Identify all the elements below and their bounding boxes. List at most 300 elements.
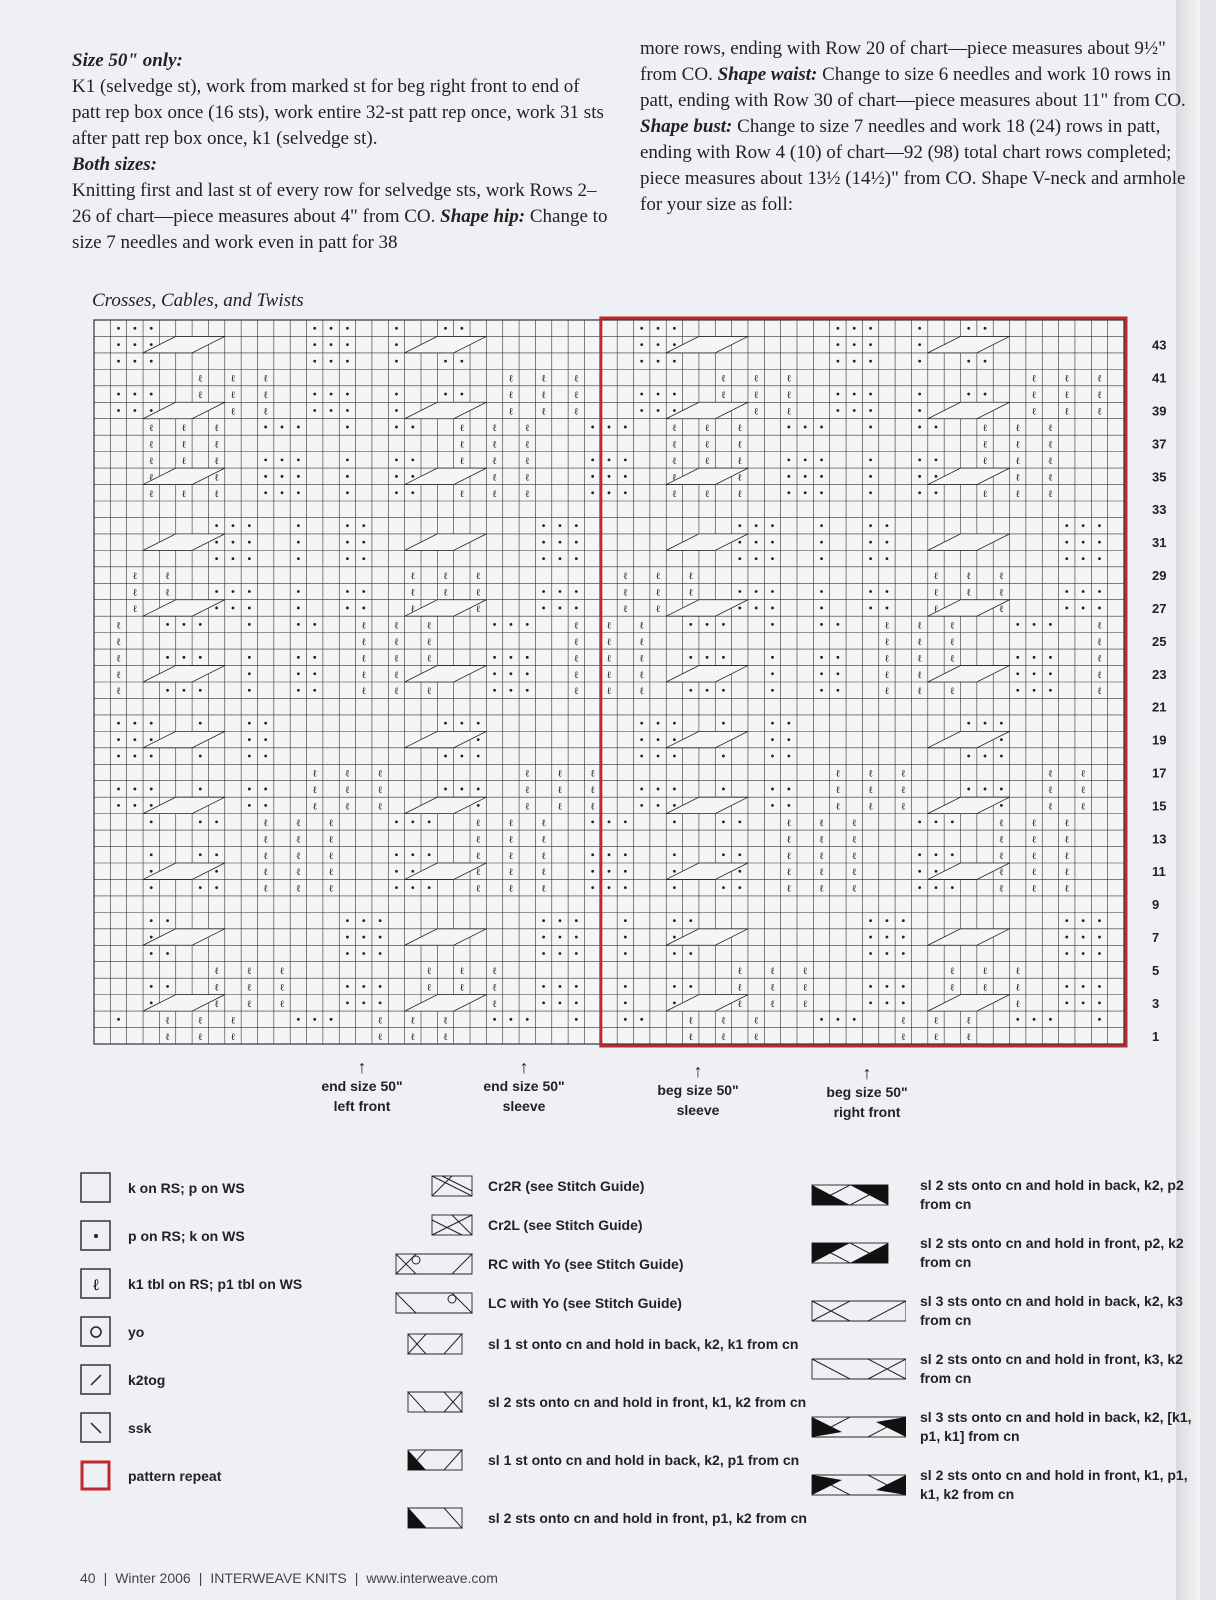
twisted-stitch-symbol: ℓ bbox=[573, 620, 579, 632]
twisted-stitch-symbol: ℓ bbox=[410, 603, 416, 615]
purl-dot bbox=[248, 672, 251, 675]
twisted-stitch-symbol: ℓ bbox=[263, 850, 269, 862]
purl-dot bbox=[346, 409, 349, 412]
twisted-stitch-symbol: ℓ bbox=[1031, 883, 1037, 895]
twisted-stitch-symbol: ℓ bbox=[851, 850, 857, 862]
purl-dot bbox=[411, 820, 414, 823]
legend-cable5-front-seed bbox=[810, 1466, 1200, 1504]
purl-dot bbox=[771, 524, 774, 527]
purl-dot bbox=[673, 409, 676, 412]
purl-dot bbox=[624, 458, 627, 461]
instructions-right-column bbox=[640, 36, 1200, 218]
marker-label-2: left front bbox=[333, 1098, 391, 1114]
purl-dot bbox=[738, 590, 741, 593]
purl-dot bbox=[1049, 672, 1052, 675]
purl-dot bbox=[836, 327, 839, 330]
twisted-stitch-symbol: ℓ bbox=[868, 801, 873, 813]
purl-dot bbox=[869, 327, 872, 330]
purl-dot bbox=[444, 788, 447, 791]
row-number-label: 33 bbox=[1152, 502, 1167, 518]
purl-dot bbox=[133, 755, 136, 758]
twisted-stitch-symbol: ℓ bbox=[230, 1015, 236, 1027]
purl-dot bbox=[787, 738, 790, 741]
twisted-stitch-symbol: ℓ bbox=[394, 653, 399, 665]
twisted-stitch-symbol: ℓ bbox=[671, 455, 677, 467]
purl-dot bbox=[1000, 755, 1003, 758]
twisted-stitch-symbol: ℓ bbox=[884, 669, 890, 681]
twisted-stitch-symbol: ℓ bbox=[426, 653, 432, 665]
twisted-stitch-symbol: ℓ bbox=[246, 998, 252, 1010]
row-number-label: 43 bbox=[1152, 337, 1167, 353]
twisted-stitch-symbol: ℓ bbox=[410, 1015, 416, 1027]
purl-dot bbox=[330, 409, 333, 412]
purl-dot bbox=[493, 672, 496, 675]
purl-dot bbox=[444, 393, 447, 396]
purl-dot bbox=[1049, 656, 1052, 659]
purl-dot bbox=[215, 820, 218, 823]
twisted-stitch-symbol: ℓ bbox=[197, 1015, 203, 1027]
twisted-stitch-symbol: ℓ bbox=[884, 686, 890, 698]
twisted-stitch-symbol: ℓ bbox=[116, 686, 121, 698]
row-number-label: 17 bbox=[1152, 765, 1167, 781]
legend-label: k1 tbl on RS; p1 tbl on WS bbox=[128, 1275, 303, 1292]
purl-dot bbox=[1098, 557, 1101, 560]
legend-label: ssk bbox=[128, 1419, 152, 1436]
purl-dot bbox=[771, 722, 774, 725]
purl-dot bbox=[395, 393, 398, 396]
twisted-stitch-symbol: ℓ bbox=[737, 439, 743, 451]
twisted-stitch-symbol: ℓ bbox=[622, 587, 628, 599]
purl-dot bbox=[215, 541, 218, 544]
purl-dot bbox=[150, 1001, 153, 1004]
twisted-stitch-symbol: ℓ bbox=[737, 422, 743, 434]
twisted-stitch-symbol: ℓ bbox=[377, 768, 383, 780]
shape-hip-body: Change to size 7 needles and work even in patt for 38 bbox=[72, 206, 608, 253]
twisted-stitch-symbol: ℓ bbox=[214, 472, 220, 484]
purl-dot bbox=[575, 557, 578, 560]
twisted-stitch-symbol: ℓ bbox=[819, 817, 824, 829]
twisted-stitch-symbol: ℓ bbox=[328, 817, 334, 829]
twisted-stitch-symbol: ℓ bbox=[541, 834, 547, 846]
size-50-body: K1 (selvedge st), work from marked st for beg right front to end of patt rep box once (16 sts), work entire 32-st patt rep once, work 31 sts after patt rep box once, k1 (selvedge st). bbox=[72, 76, 604, 149]
twisted-stitch-symbol: ℓ bbox=[851, 883, 857, 895]
purl-dot bbox=[411, 491, 414, 494]
twisted-stitch-symbol: ℓ bbox=[786, 850, 792, 862]
twisted-stitch-symbol: ℓ bbox=[998, 883, 1004, 895]
twisted-stitch-symbol: ℓ bbox=[197, 1031, 203, 1043]
row-number-label: 15 bbox=[1152, 798, 1167, 814]
purl-dot bbox=[510, 689, 513, 692]
purl-dot bbox=[1082, 919, 1085, 922]
twisted-stitch-symbol: ℓ bbox=[639, 686, 645, 698]
purl-dot bbox=[313, 343, 316, 346]
twisted-stitch-symbol: ℓ bbox=[606, 686, 612, 698]
purl-dot bbox=[771, 755, 774, 758]
legend-label: RC with Yo (see Stitch Guide) bbox=[488, 1255, 684, 1272]
purl-dot bbox=[1065, 919, 1068, 922]
purl-dot bbox=[967, 755, 970, 758]
purl-dot bbox=[1098, 919, 1101, 922]
twisted-stitch-symbol: ℓ bbox=[721, 1015, 726, 1027]
purl-dot bbox=[379, 1001, 382, 1004]
twisted-stitch-symbol: ℓ bbox=[737, 982, 743, 994]
purl-dot bbox=[722, 755, 725, 758]
twisted-stitch-symbol: ℓ bbox=[148, 439, 154, 451]
purl-dot bbox=[967, 393, 970, 396]
purl-dot bbox=[804, 475, 807, 478]
purl-dot bbox=[673, 738, 676, 741]
purl-dot bbox=[935, 458, 938, 461]
twisted-stitch-symbol: ℓ bbox=[508, 390, 514, 402]
purl-dot bbox=[395, 853, 398, 856]
purl-dot bbox=[264, 738, 267, 741]
purl-dot bbox=[591, 820, 594, 823]
twisted-stitch-symbol: ℓ bbox=[214, 998, 220, 1010]
purl-dot bbox=[657, 360, 660, 363]
yo-circle-icon bbox=[80, 1316, 112, 1348]
purl-dot bbox=[264, 804, 267, 807]
purl-dot bbox=[853, 327, 856, 330]
purl-dot bbox=[1098, 952, 1101, 955]
twisted-stitch-symbol: ℓ bbox=[492, 422, 497, 434]
twisted-stitch-symbol: ℓ bbox=[1064, 850, 1070, 862]
purl-dot bbox=[395, 886, 398, 889]
twisted-stitch-symbol: ℓ bbox=[214, 439, 220, 451]
purl-dot bbox=[542, 541, 545, 544]
purl-dot bbox=[215, 870, 218, 873]
purl-dot bbox=[346, 393, 349, 396]
twisted-stitch-symbol: ℓ bbox=[181, 455, 187, 467]
twisted-stitch-symbol: ℓ bbox=[230, 373, 236, 385]
purl-dot bbox=[1065, 1001, 1068, 1004]
purl-dot bbox=[771, 623, 774, 626]
purl-dot bbox=[166, 919, 169, 922]
cable4-back-icon bbox=[810, 1181, 906, 1209]
twisted-stitch-symbol: ℓ bbox=[688, 1031, 694, 1043]
purl-dot bbox=[869, 936, 872, 939]
twisted-stitch-symbol: ℓ bbox=[361, 686, 367, 698]
twisted-stitch-symbol: ℓ bbox=[1015, 998, 1021, 1010]
twisted-stitch-symbol: ℓ bbox=[982, 982, 988, 994]
purl-dot bbox=[820, 590, 823, 593]
purl-dot bbox=[706, 623, 709, 626]
purl-dot bbox=[787, 755, 790, 758]
purl-dot bbox=[1065, 936, 1068, 939]
twisted-stitch-symbol: ℓ bbox=[835, 801, 841, 813]
up-arrow-icon: ↑ bbox=[357, 1057, 367, 1077]
purl-dot bbox=[150, 722, 153, 725]
purl-dot bbox=[755, 590, 758, 593]
twisted-stitch-symbol: ℓ bbox=[361, 636, 367, 648]
twisted-stitch-symbol: ℓ bbox=[492, 472, 497, 484]
purl-dot bbox=[689, 656, 692, 659]
twisted-stitch-symbol: ℓ bbox=[933, 587, 939, 599]
shaping-text-3: Change to size 7 needles and work 18 (24) rows in patt, ending with Row 4 (10) of chart—92 (98) total chart rows completed; piece measures about 13½ (14½)" from CO. Shape V-neck and armhole for your size as foll: bbox=[640, 116, 1186, 215]
purl-dot bbox=[886, 590, 889, 593]
purl-dot bbox=[706, 656, 709, 659]
purl-dot bbox=[1098, 524, 1101, 527]
twisted-stitch-symbol: ℓ bbox=[786, 373, 792, 385]
twisted-stitch-symbol: ℓ bbox=[426, 982, 432, 994]
twisted-stitch-symbol: ℓ bbox=[655, 603, 661, 615]
purl-dot bbox=[411, 458, 414, 461]
purl-dot bbox=[608, 886, 611, 889]
purl-dot bbox=[297, 656, 300, 659]
purl-dot bbox=[1082, 607, 1085, 610]
purl-dot bbox=[281, 475, 284, 478]
legend-label: k2tog bbox=[128, 1371, 166, 1388]
cross-front-purl-icon bbox=[394, 1504, 474, 1532]
purl-dot bbox=[559, 607, 562, 610]
purl-dot bbox=[722, 656, 725, 659]
purl-dot bbox=[886, 936, 889, 939]
purl-dot bbox=[869, 952, 872, 955]
purl-dot bbox=[673, 952, 676, 955]
twisted-stitch-symbol: ℓ bbox=[900, 1031, 906, 1043]
purl-dot bbox=[624, 936, 627, 939]
purl-dot bbox=[297, 590, 300, 593]
purl-dot bbox=[183, 623, 186, 626]
purl-dot bbox=[624, 426, 627, 429]
twisted-stitch-symbol: ℓ bbox=[541, 373, 547, 385]
twisted-stitch-symbol: ℓ bbox=[835, 768, 841, 780]
twisted-stitch-symbol: ℓ bbox=[573, 669, 579, 681]
row-number-label: 27 bbox=[1152, 600, 1167, 616]
purl-dot bbox=[787, 804, 790, 807]
purl-dot bbox=[673, 343, 676, 346]
shaping-text-2: Change to size 6 needles and work 10 rows in patt, ending with Row 30 of chart—piece measures about 11" from CO. bbox=[640, 64, 1186, 111]
purl-dot bbox=[869, 919, 872, 922]
purl-dot bbox=[117, 327, 120, 330]
row-number-label: 31 bbox=[1152, 535, 1167, 551]
purl-dot bbox=[542, 952, 545, 955]
twisted-stitch-symbol: ℓ bbox=[508, 406, 514, 418]
twisted-stitch-symbol: ℓ bbox=[508, 867, 514, 879]
purl-dot bbox=[232, 607, 235, 610]
purl-dot bbox=[1098, 1018, 1101, 1021]
purl-dot bbox=[608, 820, 611, 823]
purl-dot bbox=[313, 360, 316, 363]
purl-dot bbox=[1065, 985, 1068, 988]
twisted-stitch-symbol: ℓ bbox=[508, 850, 514, 862]
purl-dot bbox=[117, 409, 120, 412]
twisted-stitch-symbol: ℓ bbox=[132, 603, 138, 615]
twisted-stitch-symbol: ℓ bbox=[426, 620, 432, 632]
marker-label-1: beg size 50" bbox=[657, 1082, 739, 1098]
legend-label: sl 2 sts onto cn and hold in back, k2, p2 from cn bbox=[920, 1177, 1184, 1212]
instructions-left-column bbox=[72, 48, 612, 256]
purl-dot bbox=[1082, 541, 1085, 544]
purl-dot bbox=[559, 541, 562, 544]
purl-dot bbox=[836, 393, 839, 396]
purl-dot bbox=[722, 853, 725, 856]
purl-dot bbox=[722, 788, 725, 791]
twisted-stitch-symbol: ℓ bbox=[541, 390, 547, 402]
legend-label: sl 3 sts onto cn and hold in back, k2, [k1, p1, k1] from cn bbox=[920, 1409, 1192, 1444]
cross-front-icon bbox=[394, 1388, 474, 1416]
purl-dot bbox=[967, 788, 970, 791]
purl-dot bbox=[346, 590, 349, 593]
twisted-stitch-symbol: ℓ bbox=[524, 455, 530, 467]
purl-dot bbox=[918, 886, 921, 889]
purl-dot bbox=[379, 936, 382, 939]
twisted-stitch-symbol: ℓ bbox=[263, 834, 269, 846]
purl-dot bbox=[886, 557, 889, 560]
twisted-stitch-symbol: ℓ bbox=[524, 488, 530, 500]
purl-dot bbox=[477, 755, 480, 758]
purl-dot bbox=[575, 936, 578, 939]
purl-dot bbox=[1065, 590, 1068, 593]
purl-dot bbox=[1082, 590, 1085, 593]
twisted-stitch-symbol: ℓ bbox=[197, 373, 203, 385]
twisted-stitch-symbol: ℓ bbox=[1048, 768, 1053, 780]
twisted-stitch-symbol: ℓ bbox=[606, 636, 612, 648]
marker-end-sleeve bbox=[454, 1058, 594, 1116]
purl-dot bbox=[1065, 541, 1068, 544]
legend-label: sl 3 sts onto cn and hold in back, k2, k3 from cn bbox=[920, 1293, 1183, 1328]
twisted-stitch-symbol: ℓ bbox=[933, 1031, 939, 1043]
purl-dot bbox=[248, 524, 251, 527]
purl-dot bbox=[575, 590, 578, 593]
purl-dot bbox=[722, 623, 725, 626]
ssk-backslash-icon bbox=[80, 1412, 112, 1444]
twisted-stitch-symbol: ℓ bbox=[557, 768, 563, 780]
legend-label: yo bbox=[128, 1323, 145, 1340]
purl-dot bbox=[722, 722, 725, 725]
twisted-stitch-symbol: ℓ bbox=[917, 620, 923, 632]
purl-dot bbox=[657, 327, 660, 330]
twisted-stitch-symbol: ℓ bbox=[508, 883, 514, 895]
twisted-stitch-symbol: ℓ bbox=[573, 653, 579, 665]
marker-label-1: end size 50" bbox=[321, 1078, 403, 1094]
purl-dot bbox=[346, 936, 349, 939]
twisted-stitch-symbol: ℓ bbox=[704, 455, 710, 467]
purl-dot bbox=[935, 870, 938, 873]
purl-dot bbox=[755, 524, 758, 527]
twisted-stitch-symbol: ℓ bbox=[1048, 455, 1053, 467]
purl-dot bbox=[133, 738, 136, 741]
purl-dot bbox=[820, 524, 823, 527]
row-number-label: 41 bbox=[1152, 370, 1167, 386]
legend-k2tog bbox=[80, 1364, 165, 1396]
twisted-stitch-symbol: ℓ bbox=[361, 653, 367, 665]
purl-dot bbox=[869, 985, 872, 988]
purl-dot bbox=[853, 1018, 856, 1021]
purl-dot bbox=[935, 426, 938, 429]
purl-dot bbox=[460, 755, 463, 758]
purl-dot bbox=[297, 541, 300, 544]
purl-dot bbox=[1049, 689, 1052, 692]
purl-dot bbox=[575, 919, 578, 922]
cr2r-icon bbox=[394, 1174, 474, 1198]
purl-dot bbox=[411, 886, 414, 889]
twisted-stitch-symbol: ℓ bbox=[295, 883, 301, 895]
purl-dot bbox=[215, 853, 218, 856]
purl-dot bbox=[150, 853, 153, 856]
twisted-stitch-symbol: ℓ bbox=[819, 883, 824, 895]
purl-dot bbox=[215, 557, 218, 560]
twisted-stitch-symbol: ℓ bbox=[246, 982, 252, 994]
twisted-stitch-symbol: ℓ bbox=[214, 455, 220, 467]
twisted-stitch-symbol: ℓ bbox=[770, 982, 775, 994]
twisted-stitch-symbol: ℓ bbox=[524, 439, 530, 451]
purl-dot bbox=[935, 820, 938, 823]
purl-dot bbox=[133, 788, 136, 791]
purl-dot bbox=[591, 475, 594, 478]
twisted-stitch-symbol: ℓ bbox=[1080, 801, 1086, 813]
purl-dot bbox=[951, 853, 954, 856]
purl-dot bbox=[591, 426, 594, 429]
purl-dot bbox=[722, 689, 725, 692]
purl-dot bbox=[902, 985, 905, 988]
purl-dot bbox=[787, 426, 790, 429]
purl-dot bbox=[984, 722, 987, 725]
purl-dot bbox=[886, 1001, 889, 1004]
purl-dot bbox=[526, 623, 529, 626]
twisted-stitch-symbol: ℓ bbox=[492, 439, 497, 451]
purl-dot bbox=[346, 458, 349, 461]
purl-dot bbox=[510, 1018, 513, 1021]
shaping-text-1: more rows, ending with Row 20 of chart—piece measures about 9½" from CO. bbox=[640, 38, 1166, 85]
legend-label: LC with Yo (see Stitch Guide) bbox=[488, 1294, 682, 1311]
twisted-stitch-symbol: ℓ bbox=[1015, 472, 1021, 484]
purl-dot bbox=[984, 360, 987, 363]
purl-dot bbox=[1082, 1001, 1085, 1004]
twisted-stitch-symbol: ℓ bbox=[1031, 817, 1037, 829]
twisted-stitch-symbol: ℓ bbox=[361, 620, 367, 632]
purl-dot bbox=[1082, 557, 1085, 560]
purl-dot bbox=[346, 524, 349, 527]
purl-dot bbox=[1098, 590, 1101, 593]
twisted-stitch-symbol: ℓ bbox=[786, 406, 792, 418]
twisted-stitch-symbol: ℓ bbox=[622, 603, 628, 615]
purl-dot bbox=[673, 853, 676, 856]
purl-dot bbox=[150, 985, 153, 988]
purl-dot bbox=[362, 952, 365, 955]
purl-dot bbox=[738, 607, 741, 610]
purl-dot bbox=[886, 524, 889, 527]
twisted-stitch-symbol: ℓ bbox=[982, 455, 988, 467]
twisted-stitch-symbol: ℓ bbox=[295, 817, 301, 829]
purl-dot bbox=[657, 738, 660, 741]
lc-yo-icon bbox=[394, 1291, 474, 1315]
page-footer: 40 | Winter 2006 | INTERWEAVE KNITS | www.interweave.com bbox=[80, 1570, 498, 1586]
twisted-stitch-symbol: ℓ bbox=[1015, 965, 1021, 977]
twisted-stitch-symbol: ℓ bbox=[345, 768, 350, 780]
twisted-stitch-symbol: ℓ bbox=[1048, 439, 1053, 451]
purl-dot bbox=[232, 590, 235, 593]
purl-dot bbox=[967, 360, 970, 363]
purl-dot bbox=[395, 491, 398, 494]
purl-dot bbox=[836, 689, 839, 692]
twisted-stitch-symbol: ℓ bbox=[819, 867, 824, 879]
purl-dot bbox=[575, 541, 578, 544]
marker-label-2: right front bbox=[833, 1104, 901, 1120]
twisted-stitch-symbol: ℓ bbox=[377, 1031, 383, 1043]
twisted-stitch-symbol: ℓ bbox=[819, 834, 824, 846]
purl-dot bbox=[657, 409, 660, 412]
purl-dot bbox=[248, 738, 251, 741]
purl-dot bbox=[624, 1001, 627, 1004]
twisted-stitch-symbol: ℓ bbox=[1064, 883, 1070, 895]
purl-dot bbox=[199, 623, 202, 626]
page-number: 40 bbox=[80, 1570, 96, 1586]
purl-dot bbox=[804, 458, 807, 461]
twisted-stitch-symbol: ℓ bbox=[639, 669, 645, 681]
twisted-stitch-icon bbox=[80, 1268, 112, 1300]
twisted-stitch-symbol: ℓ bbox=[295, 850, 301, 862]
purl-dot bbox=[313, 327, 316, 330]
